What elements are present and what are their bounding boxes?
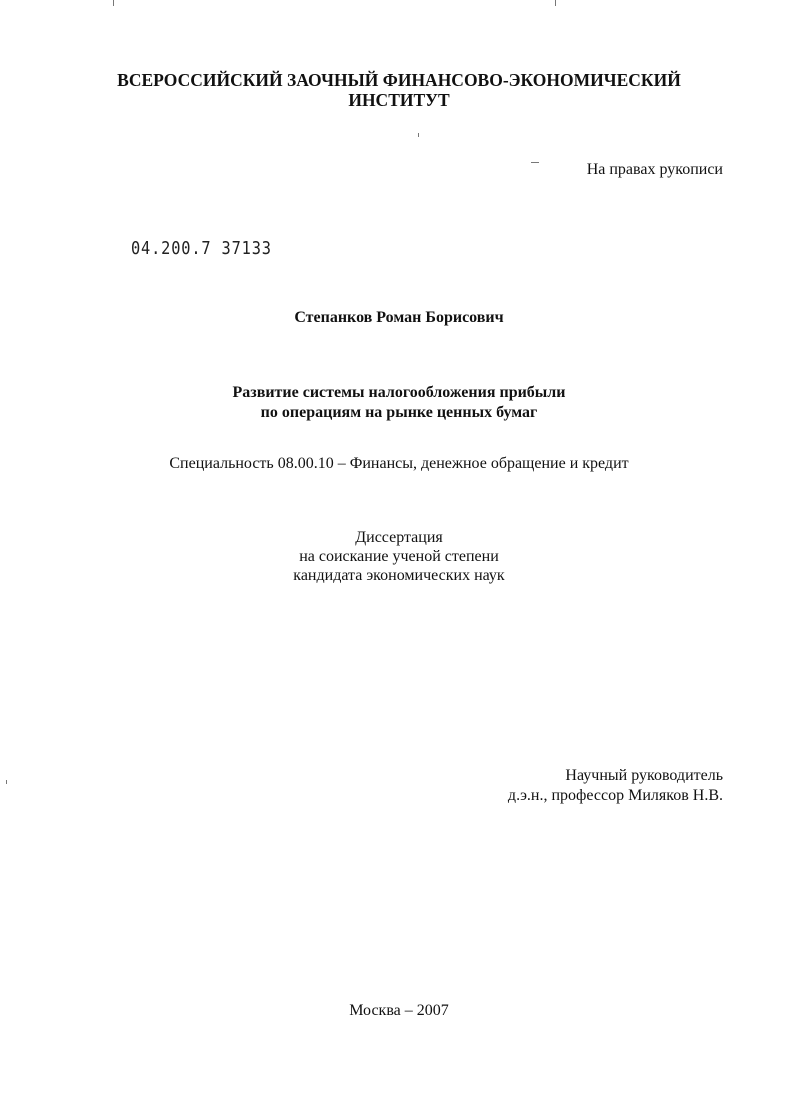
title-line-1: Развитие системы налогообложения прибыли <box>232 384 566 401</box>
degree-statement <box>0 528 798 585</box>
institution-line-2: ИНСТИТУТ <box>348 90 450 110</box>
registration-stamp: 04.200.7 37133 <box>131 238 272 259</box>
manuscript-rights-note: На правах рукописи <box>586 161 723 178</box>
degree-line-2: на соискание ученой степени <box>299 548 499 565</box>
specialty: Специальность 08.00.10 – Финансы, денежное обращение и кредит <box>169 455 629 472</box>
city-year: Москва – 2007 <box>349 1002 449 1019</box>
supervisor-name: д.э.н., профессор Миляков Н.В. <box>507 787 723 804</box>
scan-artifact <box>6 780 7 784</box>
institution-line-1: ВСЕРОССИЙСКИЙ ЗАОЧНЫЙ ФИНАНСОВО-ЭКОНОМИЧЕСКИЙ <box>117 70 681 90</box>
supervisor-label: Научный руководитель <box>565 767 723 784</box>
author-name: Степанков Роман Борисович <box>294 309 504 326</box>
scan-artifact <box>418 133 419 137</box>
scientific-supervisor <box>508 766 723 806</box>
degree-line-3: кандидата экономических наук <box>293 567 505 584</box>
scan-artifact <box>531 162 539 163</box>
scan-artifact <box>113 0 114 6</box>
institution-name <box>0 70 798 110</box>
degree-line-1: Диссертация <box>355 529 443 546</box>
scan-artifact <box>555 0 556 6</box>
dissertation-title <box>0 383 798 423</box>
title-line-2: по операциям на рынке ценных бумаг <box>260 404 538 421</box>
